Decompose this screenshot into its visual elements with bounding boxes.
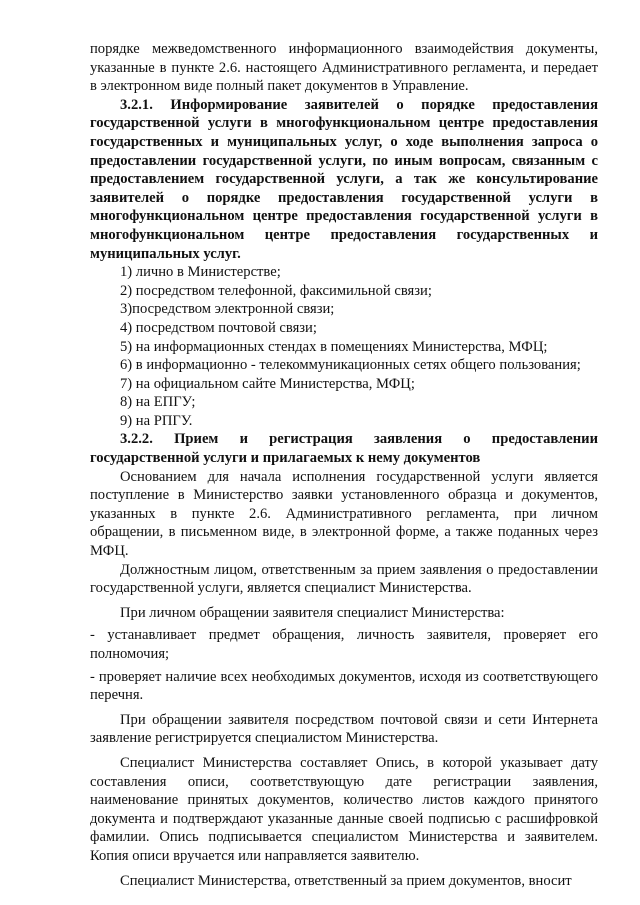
paragraph-intro: порядке межведомственного информационного взаимодействия документы, указанные в пункте 2.6. настоящего Административного регламента, и передает в электронном виде полный пакет документов в Управление. [90,41,598,95]
list-item-9: 9) на РПГУ. [120,412,193,429]
section-3-2-2-title: Прием и регистрация заявления о предоставлении государственной услуги и прилагаемых к нему документов [90,431,598,467]
list-item-3: 3)посредством электронной связи; [120,301,335,318]
section-3-2-2-heading [90,430,598,467]
paragraph-personal-appeal: При личном обращении заявителя специалист Министерства: [120,604,505,621]
paragraph-establishes-subject: - устанавливает предмет обращения, личность заявителя, проверяет его полномочия; [90,627,598,662]
list-item-2: 2) посредством телефонной, факсимильной связи; [120,282,432,299]
list-item-8: 8) на ЕПГУ; [120,394,196,411]
document-page [90,40,598,890]
paragraph-specialist-enters: Специалист Министерства, ответственный за прием документов, вносит [120,872,572,889]
section-3-2-2-number: 3.2.2. [120,431,153,448]
paragraph-checks-documents: - проверяет наличие всех необходимых документов, исходя из соответствующего перечня. [90,668,598,704]
list-item-4: 4) посредством почтовой связи; [120,319,317,336]
list-item-1: 1) лично в Министерстве; [120,264,281,281]
list-item-7: 7) на официальном сайте Министерства, МФЦ; [120,375,415,392]
section-3-2-1-heading [90,96,598,263]
paragraph-basis: Основанием для начала исполнения государственной услуги является поступление в Министерство заявки установленного образца и документов, указанных в пункте 2.6. Административного регламента, при личном обращении, в письменном виде, в электронной форме, а также поданных через МФЦ. [90,468,598,560]
list-item-5: 5) на информационных стендах в помещениях Министерства, МФЦ; [120,338,548,355]
paragraph-postal-registration: При обращении заявителя посредством почтовой связи и сети Интернета заявление регистрируется специалистом Министерства. [90,711,598,747]
list-item-6: 6) в информационно - телекоммуникационных сетях общего пользования; [120,357,581,374]
paragraph-inventory: Специалист Министерства составляет Опись, в которой указывает дату составления описи, соответствующую дате регистрации заявления, наименование принятых документов, количество листов каждого принятого документа и подтверждают указанные данные своей подписью с расшифровкой фамилии. Опись подписывается специалистом Министерства и заявителем. Копия описи вручается или направляется заявителю. [90,754,598,864]
section-3-2-1-number: 3.2.1. [120,96,153,113]
paragraph-responsible-official: Должностным лицом, ответственным за прием заявления о предоставлении государственной услуги, является специалист Министерства. [90,561,598,597]
section-3-2-1-title: Информирование заявителей о порядке предоставления государственной услуги в многофункциональном центре предоставления государственных и муниципальных услуг, о ходе выполнения запроса о предоставлении государственной услуги, по иным вопросам, связанным с предоставлением государственной услуги, а так же консультирование заявителей о порядке предоставления государственной услуги в многофункциональном центре предоставления государственной услуги в многофункциональном центре предоставления государственных и муниципальных услуг. [90,96,598,262]
